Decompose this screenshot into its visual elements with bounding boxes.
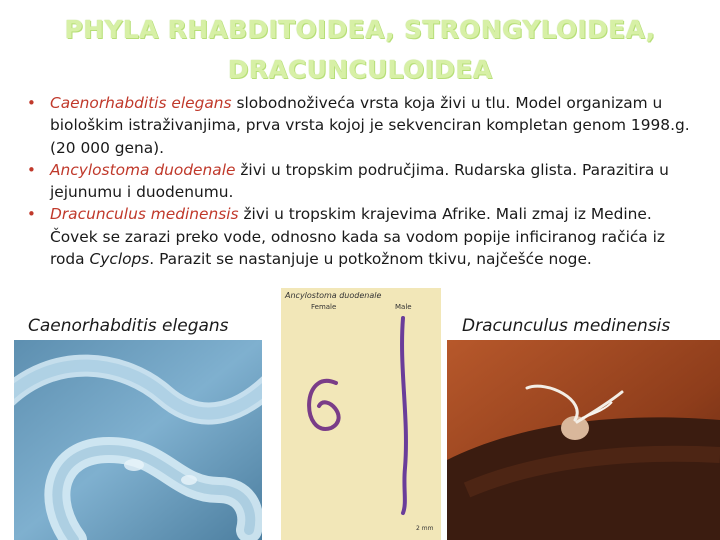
specimen-heading: Ancylostoma duodenale [285,291,382,300]
bullet-c-elegans [24,92,694,159]
caption-c-elegans: Caenorhabditis elegans [28,316,229,336]
label-male: Male [395,303,412,311]
species-name: Dracunculus medinensis [50,205,239,224]
bullet-dot: • [27,94,36,112]
title-line-2: DRACUNCULOIDEA [227,55,493,84]
ancylostoma-photo [281,288,441,540]
caption-d-medinensis: Dracunculus medinensis [462,316,671,336]
species-name: Ancylostoma duodenale [50,160,236,179]
bullet-text: slobodnoživeća vrsta koja živi u tlu. Model organizam u biološkim istraživanjima, prva vrsta kojoj je sekvenciran kompletan genom 1998.g. (20 000 gena). [50,94,690,157]
species-name: Caenorhabditis elegans [50,94,232,112]
bullet-text: . Parazit se nastanjuje u potkožnom tkivu, najčešće noge. [149,250,592,269]
genus-name: Cyclops [89,250,150,269]
c-elegans-photo [14,340,262,540]
bullet-list [24,92,694,270]
slide-title [40,10,680,90]
label-female: Female [311,303,337,311]
title-line-1: PHYLA RHABDITOIDEA, STRONGYLOIDEA, [64,15,656,44]
bullet-d-medinensis [24,203,694,270]
bullet-dot: • [27,205,36,224]
bullet-text: živi u tropskim područjima. Rudarska glista. Parazitira u jejunumu i duodenumu. [50,160,669,202]
bullet-a-duodenale [24,159,694,204]
scale-label: 2 mm [416,525,434,532]
bullet-text: živi u tropskim krajevima Afrike. Mali zmaj iz Medine. Čovek se zarazi preko vode, odnosno kada sa vodom popije inficiranog račića iz roda [50,205,665,269]
bullet-dot: • [27,160,36,179]
d-medinensis-photo [447,340,720,540]
